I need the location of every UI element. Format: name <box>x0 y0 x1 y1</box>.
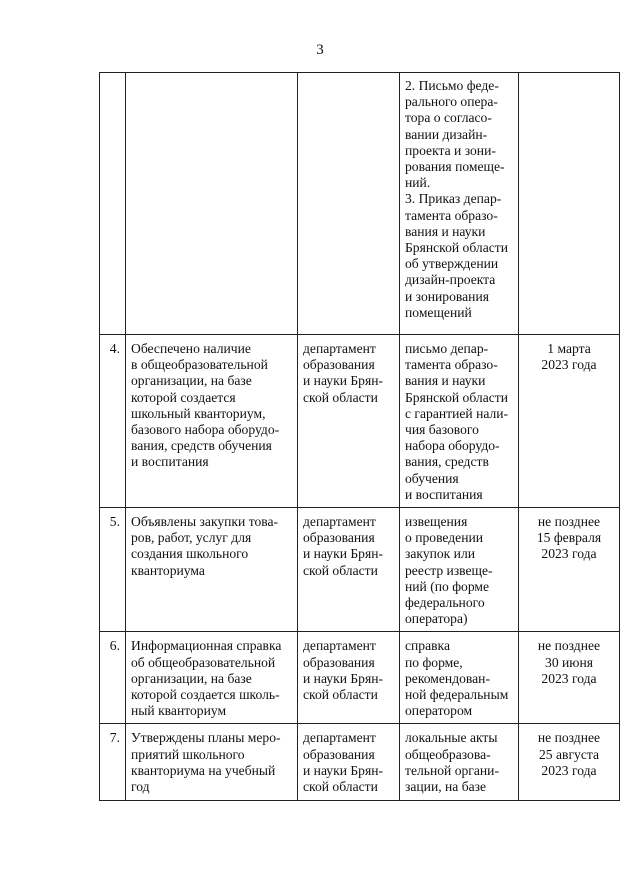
cell-text-line: не позднее <box>537 730 601 746</box>
cell-text-line: 30 июня <box>545 654 593 670</box>
cell-text-line: зации, на базе <box>405 779 487 795</box>
row-number-cell: 5. <box>100 508 126 632</box>
cell-text-line: департамент <box>303 638 376 654</box>
cell-text-line: и науки Брян- <box>303 762 384 778</box>
cell-text-line: федерального <box>405 595 485 611</box>
cell-text-line: 2023 года <box>541 670 597 686</box>
event-cell <box>126 724 298 801</box>
cell-text-line: рального опера- <box>405 94 498 110</box>
cell-text-line: вании дизайн- <box>405 126 488 142</box>
cell-text-line: 3. Приказ депар- <box>405 191 502 207</box>
cell-text-line: образования <box>303 357 375 373</box>
cell-text-line: ной федеральным <box>405 687 509 703</box>
cell-text-line: вания, средств обучения <box>131 438 272 454</box>
cell-text-line: ров, работ, услуг для <box>131 530 252 546</box>
cell-text-line: общеобразова- <box>405 746 491 762</box>
cell-text-line: базового набора оборудо- <box>131 422 280 438</box>
cell-text-line: в общеобразовательной <box>131 357 268 373</box>
cell-text-line: кванториума <box>131 562 205 578</box>
table-row <box>100 508 620 632</box>
table-row <box>100 335 620 508</box>
cell-text-line: 2023 года <box>541 357 597 373</box>
cell-text-line: о проведении <box>405 530 484 546</box>
cell-text-line: школьный кванториум, <box>131 405 266 421</box>
cell-text-line: справка <box>405 638 450 654</box>
cell-text-line: тамента образо- <box>405 207 498 223</box>
cell-text-line: ний (по форме <box>405 578 490 594</box>
responsible-cell <box>298 632 400 724</box>
cell-text-line: тора о согласо- <box>405 110 492 126</box>
row-number-cell: 7. <box>100 724 126 801</box>
document-cell <box>400 73 519 335</box>
table-row <box>100 632 620 724</box>
cell-text-line: организации, на базе <box>131 670 252 686</box>
cell-text-line: об утверждении <box>405 256 499 272</box>
cell-text-line: письмо депар- <box>405 341 489 356</box>
cell-text-line: Объявлены закупки това- <box>131 514 279 530</box>
cell-text-line: ской области <box>303 779 378 795</box>
cell-text-line: приятий школьного <box>131 746 245 762</box>
cell-text-line: образования <box>303 746 375 762</box>
event-cell <box>126 632 298 724</box>
cell-text-line: Брянской области <box>405 389 508 405</box>
responsible-cell <box>298 335 400 508</box>
cell-text-line: департамент <box>303 514 376 530</box>
cell-text-line: и воспитания <box>405 486 483 502</box>
cell-text-line: создания школьного <box>131 546 249 562</box>
cell-text-line: рекомендован- <box>405 670 490 686</box>
document-cell <box>400 335 519 508</box>
cell-text-line: 2023 года <box>541 546 597 562</box>
responsible-cell <box>298 73 400 335</box>
cell-text-line: Обеспечено наличие <box>131 341 251 356</box>
responsible-cell <box>298 724 400 801</box>
cell-text-line: и науки Брян- <box>303 546 384 562</box>
event-cell <box>126 73 298 335</box>
responsible-cell <box>298 508 400 632</box>
cell-text-line: вания, средств <box>405 454 489 470</box>
deadline-cell <box>519 632 620 724</box>
cell-text-line: ный кванториум <box>131 703 227 719</box>
cell-text-line: рования помеще- <box>405 159 505 175</box>
cell-text-line: закупок или <box>405 546 476 562</box>
cell-text-line: набора оборудо- <box>405 438 500 454</box>
cell-text-line: тельной органи- <box>405 762 499 778</box>
page-number: 3 <box>316 42 324 58</box>
cell-text-line: чия базового <box>405 422 479 438</box>
cell-text-line: 2. Письмо феде- <box>405 78 499 93</box>
cell-text-line: 1 марта <box>547 341 591 356</box>
event-cell <box>126 508 298 632</box>
cell-text-line: по форме, <box>405 654 463 670</box>
cell-text-line: ний. <box>405 175 431 191</box>
cell-text-line: 15 февраля <box>536 530 602 546</box>
cell-text-line: и воспитания <box>131 454 209 470</box>
cell-text-line: не позднее <box>537 514 601 530</box>
cell-text-line: вания и науки <box>405 223 486 239</box>
cell-text-line: реестр извеще- <box>405 562 493 578</box>
cell-text-line: которой создается <box>131 389 236 405</box>
cell-text-line: и науки Брян- <box>303 670 384 686</box>
cell-text-line: департамент <box>303 341 376 356</box>
cell-text-line: оператором <box>405 703 473 719</box>
cell-text-line: тамента образо- <box>405 357 498 373</box>
cell-text-line: Утверждены планы меро- <box>131 730 281 746</box>
document-cell <box>400 632 519 724</box>
action-plan-table <box>99 72 620 801</box>
row-number-cell: 4. <box>100 335 126 508</box>
deadline-cell <box>519 335 620 508</box>
cell-text-line: образования <box>303 530 375 546</box>
cell-text-line: образования <box>303 654 375 670</box>
deadline-cell <box>519 508 620 632</box>
row-number-cell: 6. <box>100 632 126 724</box>
cell-text-line: об общеобразовательной <box>131 654 276 670</box>
cell-text-line: ской области <box>303 687 378 703</box>
cell-text-line: 25 августа <box>539 746 599 762</box>
table-row-continuation <box>100 73 620 335</box>
cell-text-line: извещения <box>405 514 468 530</box>
cell-text-line: помещений <box>405 304 472 320</box>
cell-text-line: год <box>131 779 150 795</box>
cell-text-line: которой создается школь- <box>131 687 280 703</box>
cell-text-line: департамент <box>303 730 376 746</box>
cell-text-line: не позднее <box>537 638 601 654</box>
document-cell <box>400 724 519 801</box>
cell-text-line: с гарантией нали- <box>405 405 509 421</box>
table-row <box>100 724 620 801</box>
cell-text-line: проекта и зони- <box>405 142 496 158</box>
cell-text-line: и зонирования <box>405 288 489 304</box>
cell-text-line: 2023 года <box>541 762 597 778</box>
row-number-cell <box>100 73 126 335</box>
event-cell <box>126 335 298 508</box>
deadline-cell <box>519 724 620 801</box>
document-cell <box>400 508 519 632</box>
cell-text-line: локальные акты <box>405 730 498 746</box>
cell-text-line: организации, на базе <box>131 373 252 389</box>
cell-text-line: оператора) <box>405 611 468 627</box>
cell-text-line: обучения <box>405 470 459 486</box>
cell-text-line: Брянской области <box>405 240 508 256</box>
cell-text-line: вания и науки <box>405 373 486 389</box>
cell-text-line: дизайн-проекта <box>405 272 496 288</box>
cell-text-line: ской области <box>303 389 378 405</box>
cell-text-line: кванториума на учебный <box>131 762 276 778</box>
cell-text-line: Информационная справка <box>131 638 282 654</box>
cell-text-line: и науки Брян- <box>303 373 384 389</box>
deadline-cell <box>519 73 620 335</box>
cell-text-line: ской области <box>303 562 378 578</box>
